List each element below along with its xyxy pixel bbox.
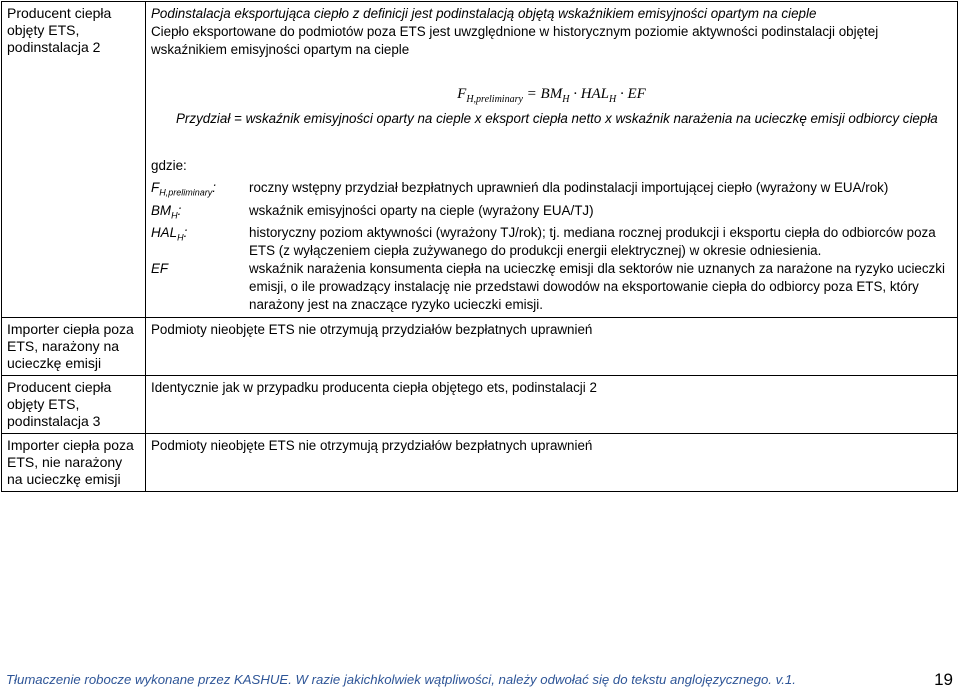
row-label: Producent ciepła objęty ETS, podinstalacja 3 [2,376,146,434]
row-label: Importer ciepła poza ETS, nie narażony na ucieczkę emisji [2,434,146,492]
definition-symbol: EF [151,261,169,277]
row-content: Podmioty nieobjęte ETS nie otrzymują przydziałów bezpłatnych uprawnień [146,318,958,376]
definition-text: roczny wstępny przydział bezpłatnych uprawnień dla podinstalacji importującej ciepło (wyrażony w EUA/rok) [249,180,889,195]
definition-text: wskaźnik narażenia konsumenta ciepła na ucieczkę emisji dla sektorów nie uznanych za narażone na ryzyko ucieczki emisji, o ile prowadzący instalację nie przedstawi dowodów na eksportowanie ciepła do odbiorcy poza ETS, który narażony jest na znaczące ryzyko ucieczki emisji. [249,261,945,313]
formula-explanation: Przydział = wskaźnik emisyjności oparty na cieple x eksport ciepła netto x wskaźnik narażenia na ucieczkę emisji odbiorcy ciepła [176,111,938,126]
definition-text: wskaźnik emisyjności oparty na cieple (wyrażony EUA/TJ) [249,202,594,218]
section-title: Podinstalacja eksportująca ciepło z definicji jest podinstalacją objętą wskaźnikiem emisyjności opartym na cieple [151,6,817,21]
definition-symbol: $HAL_H$: [151,225,188,244]
table-row [2,318,958,376]
row-label: Importer ciepła poza ETS, narażony na ucieczkę emisji [2,318,146,376]
paragraph: Ciepło eksportowane do podmiotów poza ETS jest uwzględnione w historycznym poziomie aktywności podinstalacji objętej wskaźnikiem emisyjności opartym na cieple [151,24,879,57]
definition-symbol: $F_{H,preliminary}$: [151,180,216,198]
footer-note: Tłumaczenie robocze wykonane przez KASHUE. W razie jakichkolwiek wątpliwości, należy odwołać się do tekstu anglojęzycznego. v.1. [6,672,796,687]
definitions-list [151,179,952,314]
table-row [2,376,958,434]
definition-symbol: $BM_H$: [151,202,182,221]
row-content: Identycznie jak w przypadku producenta ciepła objętego ets, podinstalacji 2 [146,376,958,434]
where-label: gdzie: [151,158,187,173]
row-content [146,2,958,318]
page-number: 19 [934,670,953,689]
definition-text: historyczny poziom aktywności (wyrażony TJ/rok); tj. mediana rocznej produkcji i eksportu ciepła do odbiorców poza ETS (z wyłączeniem ciepła zużywanego do produkcji energii elektrycznej) w okresie odniesienia. [249,225,936,259]
formula: $F_{H,preliminary} = BM_H \cdot HAL_H$ · EF [457,86,646,105]
table-row [2,434,958,492]
row-content: Podmioty nieobjęte ETS nie otrzymują przydziałów bezpłatnych uprawnień [146,434,958,492]
row-label: Producent ciepła objęty ETS, podinstalacja 2 [2,2,146,318]
table-row [2,2,958,318]
allocation-table [1,1,958,492]
